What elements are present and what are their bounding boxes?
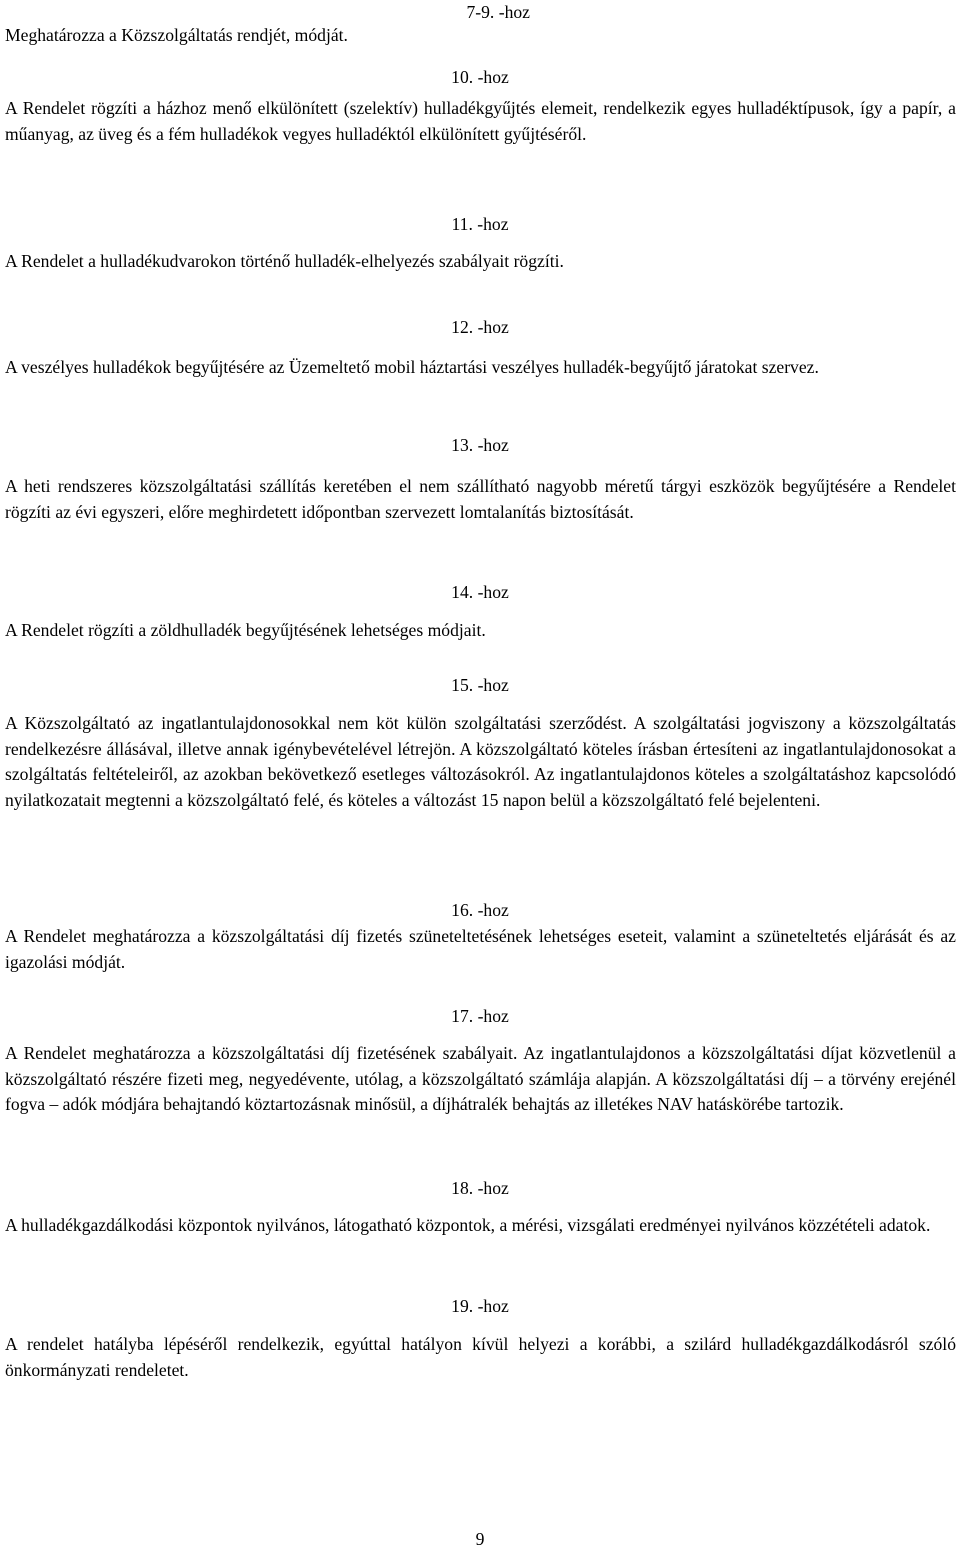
section-text-17: A Rendelet meghatározza a közszolgáltatási díj fizetésének szabályait. Az ingatlantulajdonos a közszolgáltatási díjat közvetlenül a közszolgáltató részére fizeti meg, negyedévente, utólag, a közszolgáltató számlája alapján. A közszolgáltatási díj – a törvény erejénél fogva – adók módjára behajtandó köztartozásnak minősül, a díjhátralék behajtás az illetékes NAV hatáskörébe tartozik. bbox=[5, 1043, 956, 1114]
section-heading-11: 11. -hoz bbox=[451, 214, 509, 234]
section-text-13: A heti rendszeres közszolgáltatási szállítás keretében el nem szállítható nagyobb méretű tárgyi eszközök begyűjtésére a Rendelet rögzíti az évi egyszeri, előre meghirdetett időpontban szervezett lomtalanítás biztosítását. bbox=[5, 476, 956, 522]
section-text-19: A rendelet hatályba lépéséről rendelkezik, egyúttal hatályon kívül helyezi a korábbi, a szilárd hulladékgazdálkodásról szóló önkormányzati rendeletet. bbox=[5, 1334, 956, 1380]
section-heading-12: 12. -hoz bbox=[451, 317, 509, 337]
section-heading-15: 15. -hoz bbox=[451, 675, 509, 695]
section-text-16: A Rendelet meghatározza a közszolgáltatási díj fizetés szüneteltetésének lehetséges eseteit, valamint a szüneteltetés eljárását és az igazolási módját. bbox=[5, 926, 956, 972]
page-number: 9 bbox=[475, 1529, 485, 1549]
section-heading-7-9: 7-9. -hoz bbox=[466, 2, 530, 22]
section-text-18: A hulladékgazdálkodási központok nyilvános, látogatható központok, a mérési, vizsgálati eredményei nyilvános közzétételi adatok. bbox=[5, 1215, 931, 1235]
section-heading-10: 10. -hoz bbox=[451, 67, 509, 87]
section-text-12: A veszélyes hulladékok begyűjtésére az Üzemeltető mobil háztartási veszélyes hulladék-begyűjtő járatokat szervez. bbox=[5, 357, 819, 377]
section-heading-14: 14. -hoz bbox=[451, 582, 509, 602]
section-text-10: A Rendelet rögzíti a házhoz menő elkülönített (szelektív) hulladékgyűjtés elemeit, rendelkezik egyes hulladéktípusok, így a papír, a műanyag, az üveg és a fém hulladékok vegyes hulladéktól elkülönített gyűjtéséről. bbox=[5, 98, 956, 144]
section-text-15: A Közszolgáltató az ingatlantulajdonosokkal nem köt külön szolgáltatási szerződést. A szolgáltatási jogviszony a közszolgáltatás rendelkezésre állásával, illetve annak igénybevételével létrejön. A közszolgáltató köteles írásban értesíteni az ingatlantulajdonosokat a szolgáltatás feltételeiről, az azokban bekövetkező esetleges változásokról. Az ingatlantulajdonos köteles a szolgáltatáshoz kapcsolódó nyilatkozatait megtenni a közszolgáltató felé, és köteles a változást 15 napon belül a közszolgáltató felé bejelenteni. bbox=[5, 713, 956, 810]
section-heading-17: 17. -hoz bbox=[451, 1006, 509, 1026]
section-heading-13: 13. -hoz bbox=[451, 435, 509, 455]
intro-text: Meghatározza a Közszolgáltatás rendjét, módját. bbox=[5, 25, 348, 45]
section-text-11: A Rendelet a hulladékudvarokon történő hulladék-elhelyezés szabályait rögzíti. bbox=[5, 251, 564, 271]
section-heading-19: 19. -hoz bbox=[451, 1296, 509, 1316]
section-heading-16: 16. -hoz bbox=[451, 900, 509, 920]
section-heading-18: 18. -hoz bbox=[451, 1178, 509, 1198]
section-text-14: A Rendelet rögzíti a zöldhulladék begyűjtésének lehetséges módjait. bbox=[5, 620, 486, 640]
